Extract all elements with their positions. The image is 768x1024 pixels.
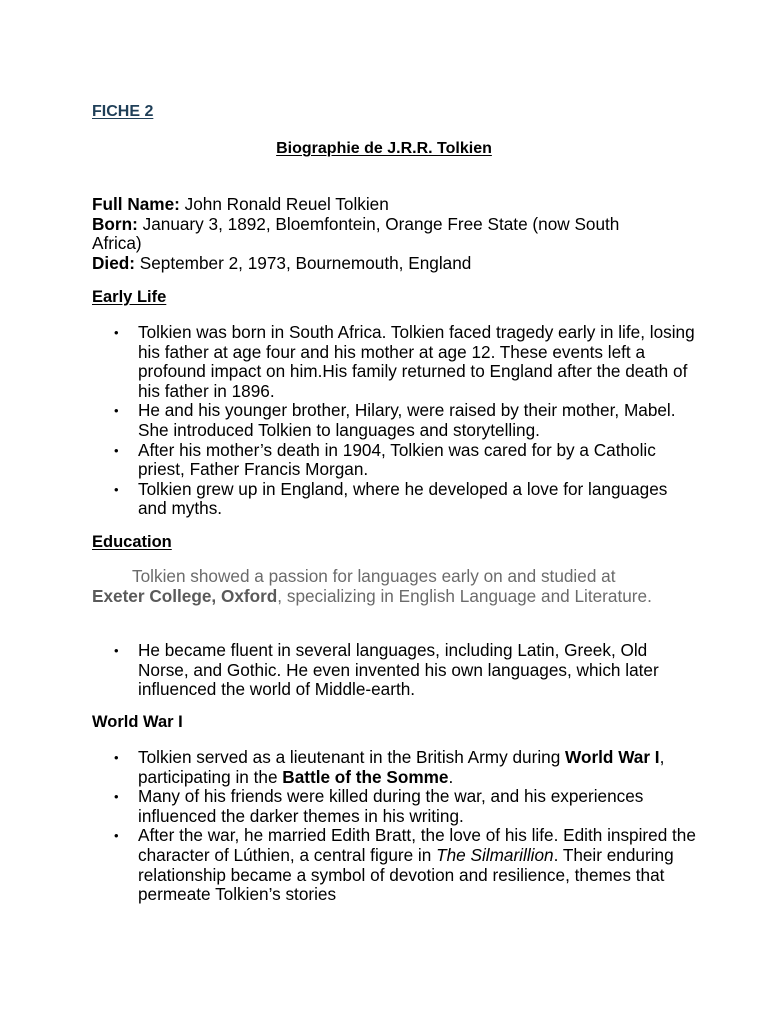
born-value: January 3, 1892, Bloemfontein, Orange Free State (now South Africa) bbox=[92, 213, 620, 254]
ww1-item1-text-e: . bbox=[448, 766, 454, 787]
ww1-list bbox=[138, 748, 698, 905]
document-title: Biographie de J.R.R. Tolkien bbox=[276, 140, 492, 157]
full-name-label: Full Name: bbox=[92, 194, 180, 214]
education-para-end: , specializing in English Language and Literature. bbox=[277, 585, 652, 606]
ww1-item3-italic-title: The Silmarillion bbox=[436, 844, 554, 865]
full-name-line bbox=[92, 195, 672, 215]
early-life-list bbox=[138, 323, 698, 519]
list-item bbox=[138, 826, 698, 904]
full-name-value: John Ronald Reuel Tolkien bbox=[179, 194, 389, 214]
born-label: Born: bbox=[92, 213, 138, 234]
died-label: Died: bbox=[92, 252, 135, 273]
education-paragraph bbox=[92, 567, 672, 606]
list-item: • He and his younger brother, Hilary, were raised by their mother, Mabel. She introduced Tolkien to languages and storytelling. bbox=[138, 401, 698, 440]
education-heading: Education bbox=[92, 533, 172, 551]
list-item: • Tolkien grew up in England, where he developed a love for languages and myths. bbox=[138, 480, 698, 519]
list-item: • Many of his friends were killed during the war, and his experiences influenced the darker themes in his writing. bbox=[138, 787, 698, 826]
ww1-item1-text-c: , participating in the bbox=[138, 747, 665, 787]
ww1-item1-bold-battle: Battle of the Somme bbox=[282, 766, 449, 787]
fiche-label: FICHE 2 bbox=[92, 103, 154, 120]
list-item bbox=[138, 748, 698, 787]
ww1-item3-text-c: . Their enduring relationship became a symbol of devotion and resilience, themes that permeate Tolkien’s stories bbox=[138, 844, 674, 905]
ww1-heading: World War I bbox=[92, 713, 183, 731]
info-block bbox=[92, 195, 672, 273]
education-para-start: Tolkien showed a passion for languages early on and studied at bbox=[132, 566, 616, 586]
died-value: September 2, 1973, Bournemouth, England bbox=[134, 252, 472, 273]
list-item: • After his mother’s death in 1904, Tolkien was cared for by a Catholic priest, Father Francis Morgan. bbox=[138, 441, 698, 480]
early-life-heading: Early Life bbox=[92, 288, 167, 306]
list-item: • He became fluent in several languages, including Latin, Greek, Old Norse, and Gothic. He even invented his own languages, which later influenced the world of Middle-earth. bbox=[138, 641, 698, 700]
died-line bbox=[92, 254, 672, 274]
ww1-item3-text-a: After the war, he married Edith Bratt, the love of his life. Edith inspired the character of Lúthien, a central figure in bbox=[138, 825, 696, 865]
born-line bbox=[92, 215, 672, 254]
education-college: Exeter College, Oxford bbox=[92, 585, 278, 606]
ww1-item1-text-a: Tolkien served as a lieutenant in the British Army during bbox=[138, 747, 566, 767]
ww1-item1-bold-war: World War I bbox=[565, 747, 660, 767]
list-item: • Tolkien was born in South Africa. Tolkien faced tragedy early in life, losing his father at age four and his mother at age 12. These events left a profound impact on him.His family returned to England after the death of his father in 1896. bbox=[138, 323, 698, 401]
education-list bbox=[138, 641, 698, 700]
